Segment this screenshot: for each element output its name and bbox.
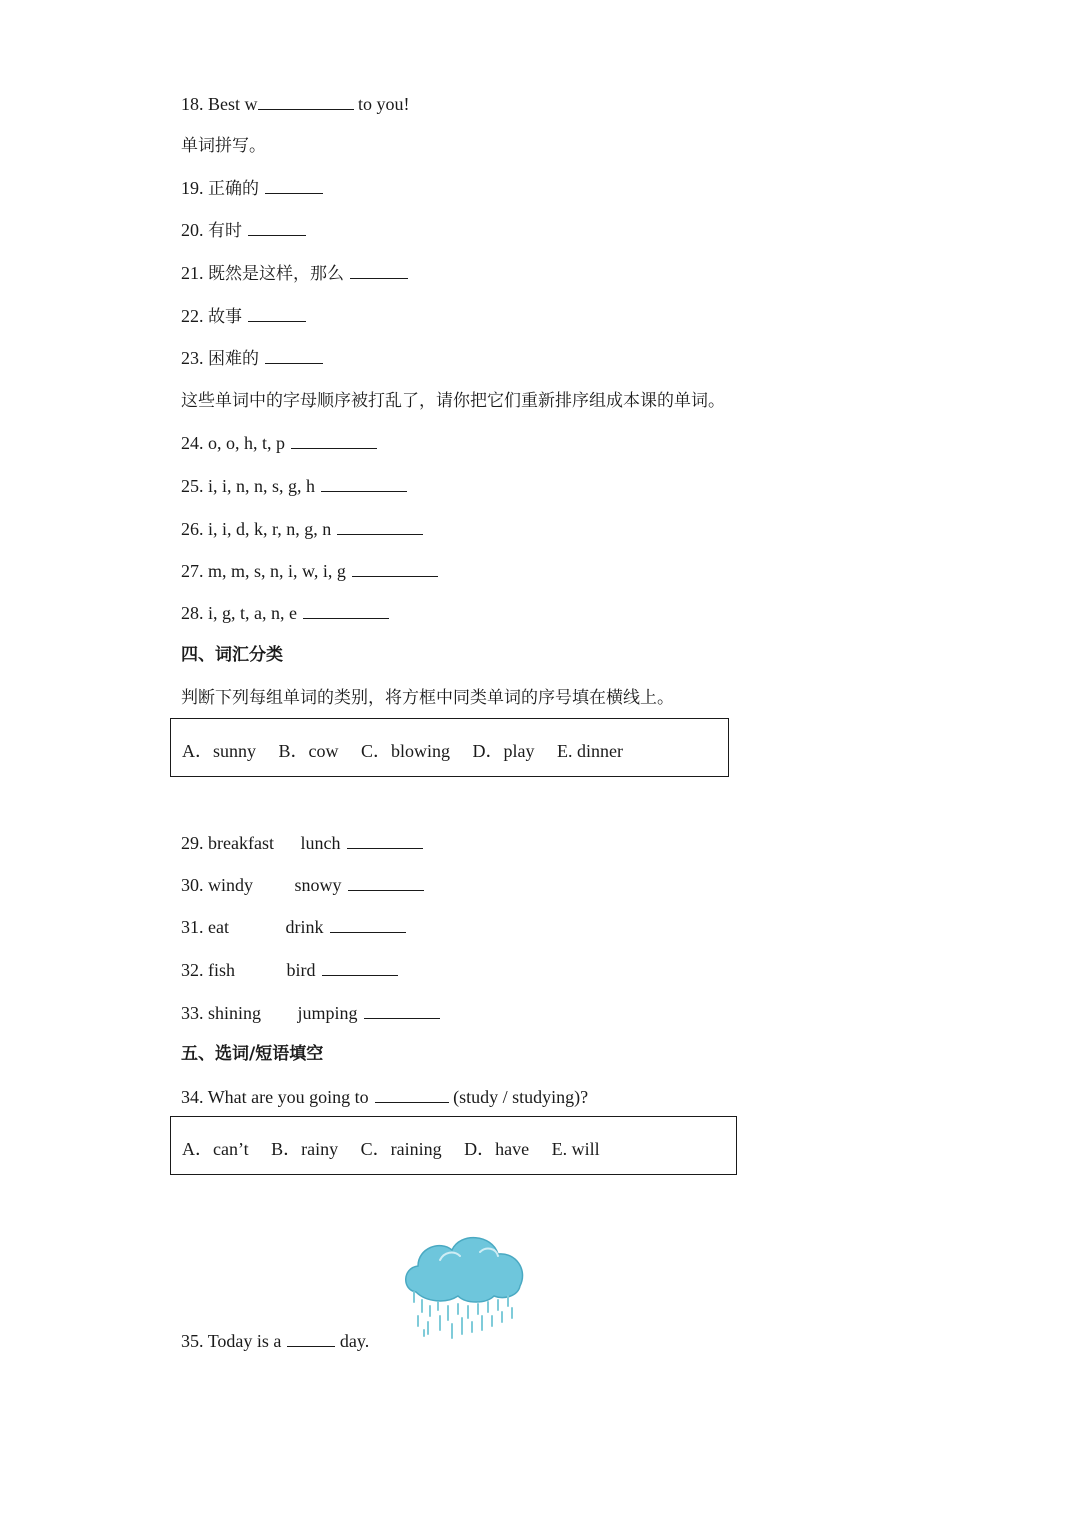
question-text-after: to you! — [358, 94, 410, 114]
question-35 — [181, 1329, 369, 1353]
option-d: D．play — [472, 741, 535, 761]
question-text: i, i, d, k, r, n, g, n — [208, 519, 332, 539]
question-number: 23. — [181, 348, 204, 368]
word-1: breakfast — [208, 833, 274, 853]
word-1: windy — [208, 875, 253, 895]
question-text: o, o, h, t, p — [208, 433, 286, 453]
question-number: 26. — [181, 519, 204, 539]
options-box-1 — [170, 718, 729, 777]
option-e: E. will — [551, 1139, 600, 1159]
question-24 — [181, 431, 377, 455]
option-b: B．rainy — [271, 1139, 339, 1159]
answer-blank[interactable] — [375, 1086, 449, 1103]
question-text: m, m, s, n, i, w, i, g — [208, 561, 346, 581]
question-21 — [181, 261, 408, 286]
question-number: 24. — [181, 433, 204, 453]
question-33 — [181, 1001, 440, 1025]
question-30 — [181, 873, 424, 897]
word-2: lunch — [300, 833, 341, 853]
answer-blank[interactable] — [291, 432, 377, 449]
question-text: i, i, n, n, s, g, h — [208, 476, 316, 496]
question-number: 28. — [181, 603, 204, 623]
question-number: 25. — [181, 476, 204, 496]
question-text-after: day. — [339, 1331, 370, 1351]
rain-cloud-icon — [400, 1230, 530, 1346]
word-2: snowy — [294, 875, 342, 895]
question-18 — [181, 92, 410, 116]
answer-blank[interactable] — [321, 475, 407, 492]
answer-blank[interactable] — [265, 177, 323, 194]
question-text: Today is a — [207, 1331, 282, 1351]
question-text: 故事 — [208, 307, 242, 327]
option-a: A．can’t — [182, 1139, 249, 1159]
answer-blank[interactable] — [248, 219, 306, 236]
option-e: E. dinner — [557, 741, 624, 761]
question-number: 33. — [181, 1003, 204, 1023]
question-26 — [181, 517, 423, 541]
question-text: 有时 — [208, 221, 242, 241]
word-2: drink — [285, 917, 324, 937]
word-1: fish — [208, 960, 235, 980]
option-d: D．have — [464, 1139, 530, 1159]
question-25 — [181, 474, 407, 498]
answer-blank[interactable] — [348, 874, 424, 891]
answer-blank[interactable] — [248, 305, 306, 322]
option-a: A．sunny — [182, 741, 257, 761]
option-b: B．cow — [278, 741, 339, 761]
question-32 — [181, 958, 398, 982]
question-number: 35. — [181, 1331, 204, 1351]
question-text-after: (study / studying)? — [453, 1087, 589, 1107]
question-22 — [181, 304, 306, 329]
section-spelling-instruction: 单词拼写。 — [181, 136, 266, 156]
answer-blank[interactable] — [322, 959, 398, 976]
question-number: 29. — [181, 833, 204, 853]
question-number: 31. — [181, 917, 204, 937]
question-number: 34. — [181, 1087, 204, 1107]
answer-blank[interactable] — [287, 1330, 335, 1347]
answer-blank[interactable] — [350, 262, 408, 279]
answer-blank[interactable] — [364, 1002, 440, 1019]
option-c: C．blowing — [361, 741, 451, 761]
options-row — [182, 737, 641, 763]
question-20 — [181, 218, 306, 243]
question-number: 18. — [181, 94, 204, 114]
section-scramble-instruction: 这些单词中的字母顺序被打乱了，请你把它们重新排序组成本课的单词。 — [181, 391, 725, 411]
options-row — [182, 1135, 618, 1161]
question-number: 27. — [181, 561, 204, 581]
question-31 — [181, 915, 406, 939]
question-34 — [181, 1085, 588, 1109]
section-4-instruction: 判断下列每组单词的类别，将方框中同类单词的序号填在横线上。 — [181, 688, 674, 708]
answer-blank[interactable] — [347, 832, 423, 849]
question-29 — [181, 831, 423, 855]
options-box-2 — [170, 1116, 737, 1175]
question-number: 32. — [181, 960, 204, 980]
question-number: 19. — [181, 178, 204, 198]
question-text: i, g, t, a, n, e — [208, 603, 297, 623]
word-2: jumping — [297, 1003, 358, 1023]
question-19 — [181, 176, 323, 201]
word-2: bird — [286, 960, 316, 980]
question-text: 正确的 — [208, 179, 259, 199]
question-text: 困难的 — [208, 349, 259, 369]
answer-blank[interactable] — [265, 347, 323, 364]
question-number: 30. — [181, 875, 204, 895]
question-number: 21. — [181, 263, 204, 283]
question-number: 22. — [181, 306, 204, 326]
question-23 — [181, 346, 323, 371]
answer-blank[interactable] — [352, 560, 438, 577]
question-text: What are you going to — [207, 1087, 369, 1107]
answer-blank[interactable] — [258, 93, 354, 110]
question-28 — [181, 601, 389, 625]
answer-blank[interactable] — [303, 602, 389, 619]
word-1: shining — [208, 1003, 262, 1023]
answer-blank[interactable] — [337, 518, 423, 535]
word-1: eat — [208, 917, 229, 937]
option-c: C．raining — [360, 1139, 442, 1159]
question-text: 既然是这样，那么 — [208, 264, 344, 284]
answer-blank[interactable] — [330, 916, 406, 933]
section-4-title: 四、词汇分类 — [181, 645, 283, 665]
question-text: Best w — [208, 94, 258, 114]
section-5-title: 五、选词/短语填空 — [181, 1044, 324, 1064]
question-number: 20. — [181, 220, 204, 240]
question-27 — [181, 559, 438, 583]
